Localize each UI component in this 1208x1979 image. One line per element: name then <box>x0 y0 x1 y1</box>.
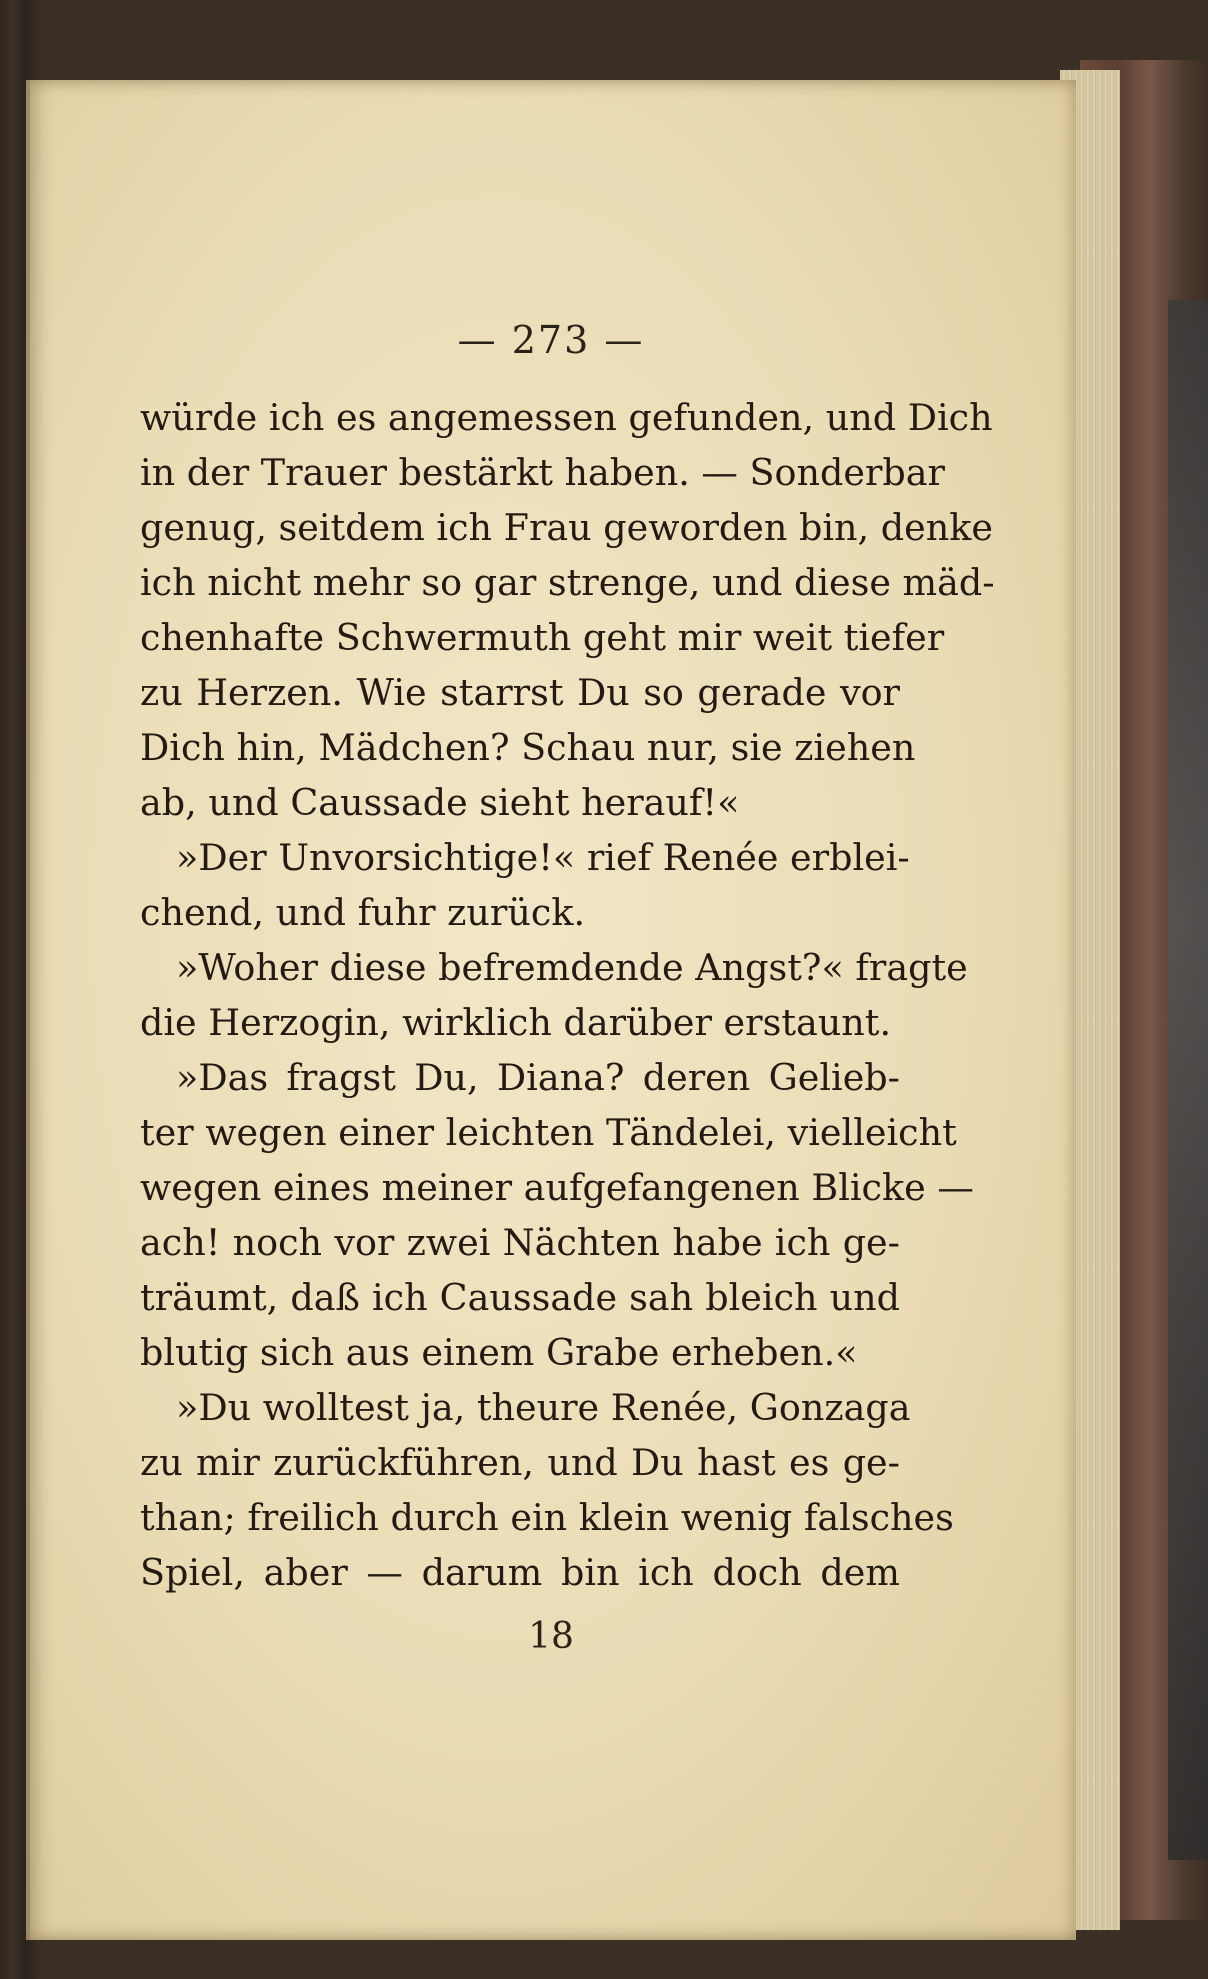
text-line: zu Herzen. Wie starrst Du so gerade vor <box>140 671 900 714</box>
page-number-header: — 273 — <box>457 318 645 362</box>
text-line: die Herzogin, wirklich darüber erstaunt. <box>140 1001 892 1044</box>
text-line: ab, und Caussade sieht herauf!« <box>140 781 740 824</box>
text-line: »Du wolltest ja, theure Renée, Gonzaga <box>176 1386 911 1429</box>
text-line: in der Trauer bestärkt haben. — Sonderbar <box>140 451 945 494</box>
gutter-shadow <box>26 80 30 1940</box>
signature-mark: 18 <box>528 1616 574 1657</box>
text-line: chend, und fuhr zurück. <box>140 891 586 934</box>
text-line: »Das fragst Du, Diana? deren Gelieb- <box>176 1056 900 1099</box>
text-line: »Der Unvorsichtige!« rief Renée erblei- <box>176 836 910 879</box>
text-line: genug, seitdem ich Frau geworden bin, denke <box>140 506 993 549</box>
text-line: ach! noch vor zwei Nächten habe ich ge- <box>140 1221 900 1264</box>
text-line: zu mir zurückführen, und Du hast es ge- <box>140 1441 900 1484</box>
text-line: blutig sich aus einem Grabe erheben.« <box>140 1331 858 1374</box>
text-line: träumt, daß ich Caussade sah bleich und <box>140 1276 900 1319</box>
book-page <box>26 80 1076 1940</box>
text-line: »Woher diese befremdende Angst?« fragte <box>176 946 968 989</box>
text-line: würde ich es angemessen gefunden, und Dich <box>140 396 993 439</box>
body-text <box>140 390 995 1600</box>
text-line: chenhafte Schwermuth geht mir weit tiefer <box>140 616 945 659</box>
cover-spine-strip <box>1168 300 1208 1860</box>
text-line: Spiel, aber — darum bin ich doch dem <box>140 1551 900 1594</box>
text-line: than; freilich durch ein klein wenig falsches <box>140 1496 954 1539</box>
text-line: Dich hin, Mädchen? Schau nur, sie ziehen <box>140 726 916 769</box>
text-line: ich nicht mehr so gar strenge, und diese mäd- <box>140 561 995 604</box>
text-line: ter wegen einer leichten Tändelei, vielleicht <box>140 1111 957 1154</box>
text-line: wegen eines meiner aufgefangenen Blicke — <box>140 1166 974 1209</box>
